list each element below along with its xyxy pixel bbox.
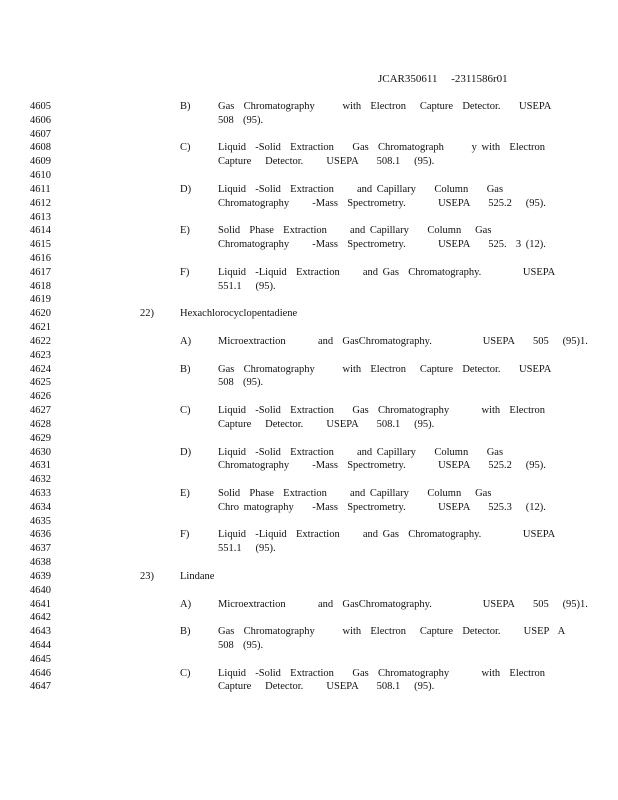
line-number: 4624 bbox=[30, 363, 51, 375]
line-number: 4644 bbox=[30, 639, 51, 651]
line-number: 4640 bbox=[30, 584, 51, 596]
line-number: 4614 bbox=[30, 225, 51, 237]
method-text-line: 508 (95). bbox=[218, 377, 264, 389]
method-text-line: 551.1 (95). bbox=[218, 543, 276, 555]
line-number: 4629 bbox=[30, 432, 51, 444]
method-text-line: 508 (95). bbox=[218, 114, 264, 126]
line-number: 4645 bbox=[30, 653, 51, 665]
line-number: 4615 bbox=[30, 239, 51, 251]
line-number: 4646 bbox=[30, 667, 51, 679]
method-text-line: Chromatography -Mass Spectrometry. USEPA 525. 3 (12). bbox=[218, 239, 546, 251]
method-letter: E) bbox=[180, 487, 190, 499]
method-text-line: Chromatography -Mass Spectrometry. USEPA 525.2 (95). bbox=[218, 460, 546, 472]
line-number: 4622 bbox=[30, 335, 51, 347]
line-number: 4637 bbox=[30, 543, 51, 555]
line-number: 4616 bbox=[30, 253, 51, 265]
line-number: 4620 bbox=[30, 308, 51, 320]
line-number: 4610 bbox=[30, 170, 51, 182]
method-text-line: Capture Detector. USEPA 508.1 (95). bbox=[218, 156, 435, 168]
method-text-line: Liquid -Liquid Extraction and Gas Chromatography. USEPA bbox=[218, 529, 556, 541]
line-number: 4638 bbox=[30, 557, 51, 569]
method-letter: A) bbox=[180, 335, 192, 347]
line-number: 4647 bbox=[30, 681, 51, 693]
method-text-line: Liquid -Liquid Extraction and Gas Chromatography. USEPA bbox=[218, 266, 556, 278]
line-number: 4621 bbox=[30, 322, 51, 334]
line-number: 4611 bbox=[30, 183, 51, 195]
line-number: 4634 bbox=[30, 501, 51, 513]
line-number: 4626 bbox=[30, 391, 51, 403]
method-text-line: Liquid -Solid Extraction Gas Chromatograph y with Electron bbox=[218, 142, 545, 154]
method-text-line: Gas Chromatography with Electron Capture Detector. USEPA bbox=[218, 363, 552, 375]
method-text-line: 551.1 (95). bbox=[218, 280, 276, 292]
method-letter: C) bbox=[180, 667, 191, 679]
section-number: 22) bbox=[140, 308, 154, 320]
method-text-line: Capture Detector. USEPA 508.1 (95). bbox=[218, 418, 435, 430]
method-letter: D) bbox=[180, 446, 192, 458]
line-number: 4632 bbox=[30, 474, 51, 486]
method-letter: B) bbox=[180, 626, 191, 638]
method-letter: A) bbox=[180, 598, 192, 610]
method-text-line: 508 (95). bbox=[218, 639, 264, 651]
document-id-header: JCAR350611 -2311586r01 bbox=[378, 73, 508, 85]
line-number: 4623 bbox=[30, 349, 51, 361]
line-number: 4617 bbox=[30, 266, 51, 278]
method-letter: B) bbox=[180, 363, 191, 375]
line-number: 4608 bbox=[30, 142, 51, 154]
line-number: 4606 bbox=[30, 114, 51, 126]
method-letter: B) bbox=[180, 101, 191, 112]
method-text-line: Microextraction and GasChromatography. USEPA 505 (95)1. bbox=[218, 598, 588, 610]
method-letter: F) bbox=[180, 266, 190, 278]
method-text-line: Solid Phase Extraction and Capillary Column Gas bbox=[218, 225, 492, 237]
line-number: 4605 bbox=[30, 101, 51, 112]
method-text-line: Capture Detector. USEPA 508.1 (95). bbox=[218, 681, 435, 693]
section-title: Hexachlorocyclopentadiene bbox=[180, 308, 298, 320]
line-number: 4639 bbox=[30, 570, 51, 582]
method-text-line: Liquid -Solid Extraction Gas Chromatography with Electron bbox=[218, 405, 545, 417]
line-number: 4613 bbox=[30, 211, 51, 223]
line-number: 4642 bbox=[30, 612, 51, 624]
section-title: Lindane bbox=[180, 570, 215, 582]
line-number: 4636 bbox=[30, 529, 51, 541]
method-letter: F) bbox=[180, 529, 190, 541]
method-letter: C) bbox=[180, 142, 191, 154]
method-text-line: Solid Phase Extraction and Capillary Column Gas bbox=[218, 487, 492, 499]
line-number: 4619 bbox=[30, 294, 51, 306]
section-number: 23) bbox=[140, 570, 154, 582]
line-number: 4633 bbox=[30, 487, 51, 499]
line-number: 4628 bbox=[30, 418, 51, 430]
line-number: 4631 bbox=[30, 460, 51, 472]
method-text-line: Chro matography -Mass Spectrometry. USEPA 525.3 (12). bbox=[218, 501, 546, 513]
method-text-line: Liquid -Solid Extraction and Capillary Column Gas bbox=[218, 446, 504, 458]
line-number: 4609 bbox=[30, 156, 51, 168]
line-number: 4627 bbox=[30, 405, 51, 417]
line-number: 4625 bbox=[30, 377, 51, 389]
method-text-line: Microextraction and GasChromatography. USEPA 505 (95)1. bbox=[218, 335, 588, 347]
method-text-line: Liquid -Solid Extraction and Capillary Column Gas bbox=[218, 183, 504, 195]
method-text-line: Liquid -Solid Extraction Gas Chromatography with Electron bbox=[218, 667, 545, 679]
method-text-line: Gas Chromatography with Electron Capture Detector. USEPA bbox=[218, 101, 552, 112]
line-number: 4607 bbox=[30, 128, 51, 140]
method-letter: C) bbox=[180, 405, 191, 417]
line-number: 4618 bbox=[30, 280, 51, 292]
line-number: 4643 bbox=[30, 626, 51, 638]
method-letter: E) bbox=[180, 225, 190, 237]
method-text-line: Chromatography -Mass Spectrometry. USEPA 525.2 (95). bbox=[218, 197, 546, 209]
line-number: 4630 bbox=[30, 446, 51, 458]
method-letter: D) bbox=[180, 183, 192, 195]
line-number: 4635 bbox=[30, 515, 51, 527]
line-number: 4641 bbox=[30, 598, 51, 610]
method-text-line: Gas Chromatography with Electron Capture Detector. USEP A bbox=[218, 626, 566, 638]
line-number: 4612 bbox=[30, 197, 51, 209]
